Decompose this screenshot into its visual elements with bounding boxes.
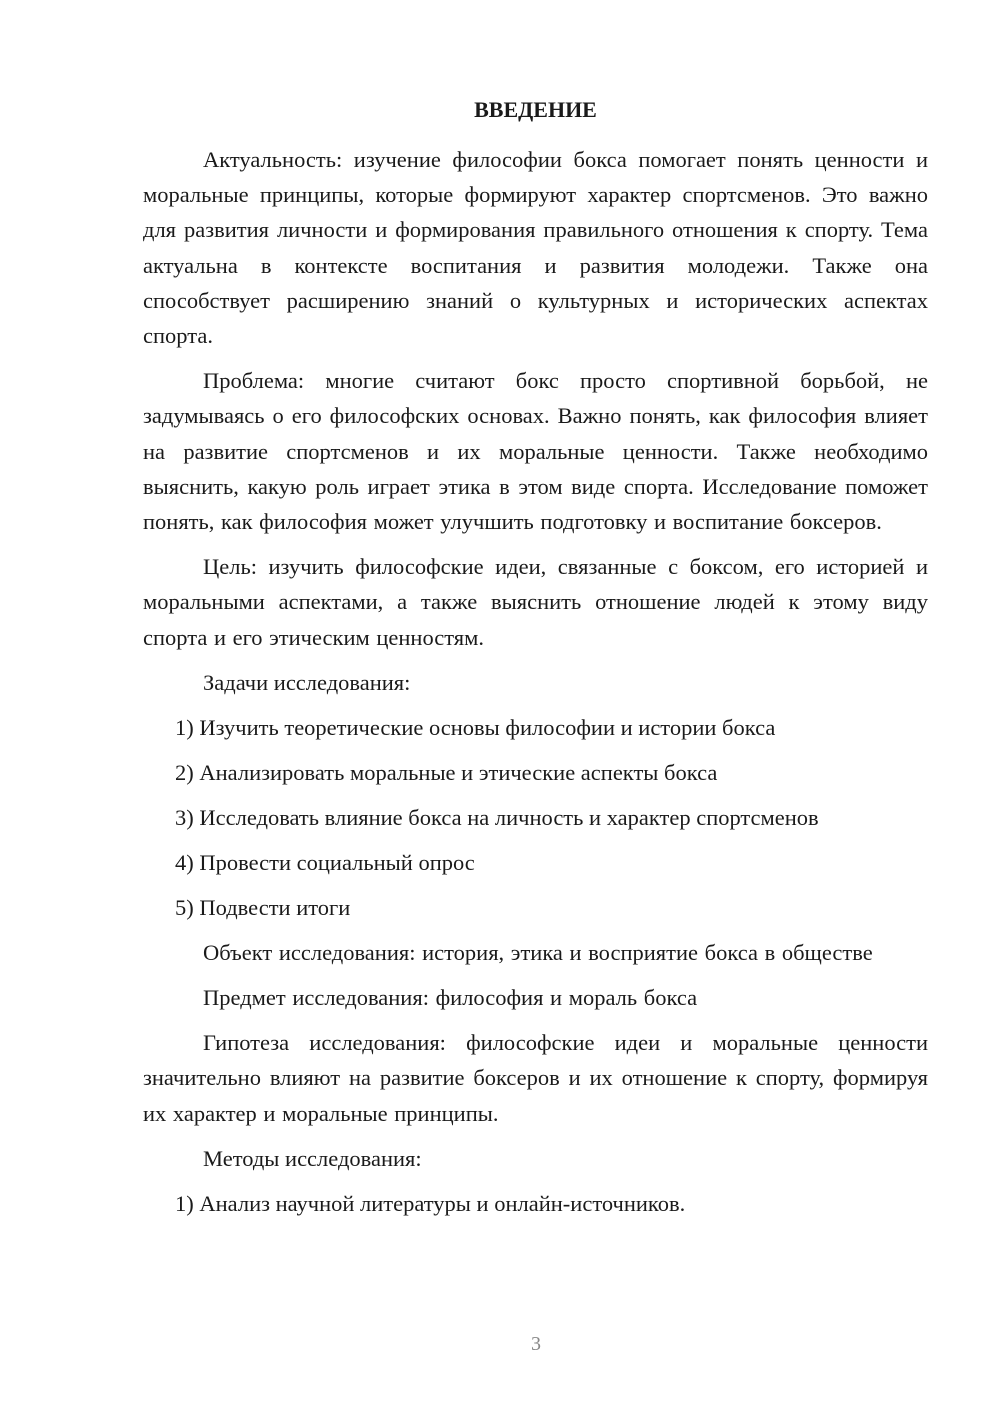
list-item: 1) Изучить теоретические основы философии и истории бокса xyxy=(175,714,776,740)
section-heading: ВВЕДЕНИЕ xyxy=(474,97,597,122)
list-item: 1) Анализ научной литературы и онлайн-источников. xyxy=(175,1190,686,1216)
goal-paragraph: Цель: изучить философские идеи, связанные с боксом, его историей и моральными аспектами, а также выяснить отношение людей к этому виду спорта и его этическим ценностям. xyxy=(143,554,928,650)
problem-paragraph: Проблема: многие считают бокс просто спортивной борьбой, не задумываясь о его философских основах. Важно понять, как философия влияет на развитие спортсменов и их моральные ценности. Также необходимо выяснить, какую роль играет этика в этом виде спорта. Исследование поможет понять, как философия может улучшить подготовку и воспитание боксеров. xyxy=(143,368,928,535)
relevance-paragraph: Актуальность: изучение философии бокса помогает понять ценности и моральные принципы, которые формируют характер спортсменов. Это важно для развития личности и формирования правильного отношения к спорту. Тема актуальна в контексте воспитания и развития молодежи. Также она способствует расширению знаний о культурных и исторических аспектах спорта. xyxy=(143,147,928,349)
page-content xyxy=(143,96,928,1221)
page-number: 3 xyxy=(531,1333,541,1355)
list-item: 2) Анализировать моральные и этические аспекты бокса xyxy=(175,759,718,785)
list-item: 3) Исследовать влияние бокса на личность и характер спортсменов xyxy=(175,804,819,830)
subject-paragraph: Предмет исследования: философия и мораль бокса xyxy=(203,985,698,1011)
list-item: 4) Провести социальный опрос xyxy=(175,849,475,875)
methods-title: Методы исследования: xyxy=(203,1145,422,1171)
tasks-list xyxy=(143,710,928,925)
object-paragraph: Объект исследования: история, этика и восприятие бокса в обществе xyxy=(203,939,873,965)
hypothesis-paragraph: Гипотеза исследования: философские идеи и моральные ценности значительно влияют на развитие боксеров и их отношение к спорту, формируя их характер и моральные принципы. xyxy=(143,1030,928,1126)
tasks-title: Задачи исследования: xyxy=(203,669,411,695)
methods-list xyxy=(143,1186,928,1221)
list-item: 5) Подвести итоги xyxy=(175,894,351,920)
